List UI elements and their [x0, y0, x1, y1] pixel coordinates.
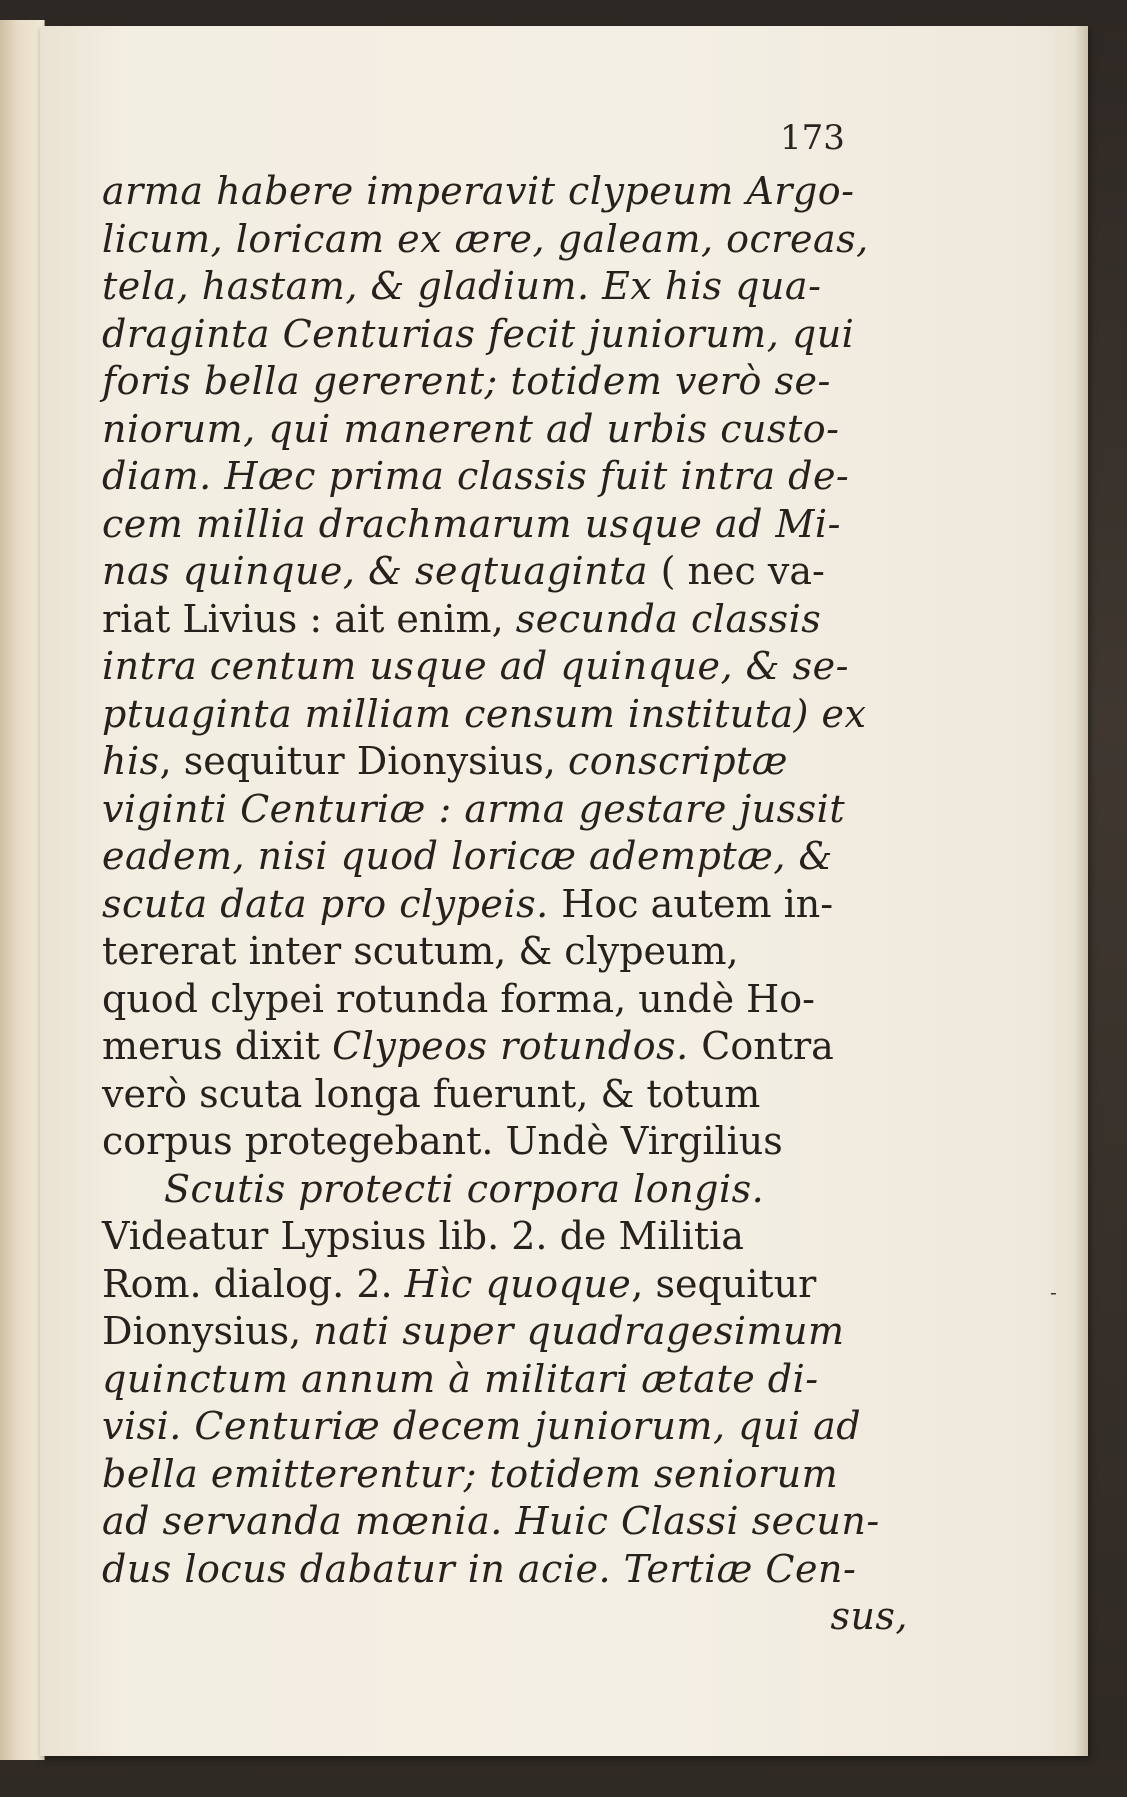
text-segment: draginta Centurias fecit juniorum, qui [102, 311, 855, 356]
text-segment: Scutis protecti corpora longis. [164, 1166, 765, 1211]
text-segment: Hìc quoque [404, 1261, 632, 1306]
text-segment: nas quinque, & seqtuaginta [102, 549, 661, 593]
text-line [102, 168, 914, 216]
text-line [102, 311, 914, 359]
facing-page-edge [0, 20, 45, 1760]
text-line [102, 1356, 914, 1404]
book-page [40, 26, 1088, 1756]
text-segment: corpus protegebant. Undè Virgilius [102, 1119, 783, 1163]
text-segment: secunda classis [515, 596, 822, 641]
text-line [102, 501, 914, 549]
page-number: 173 [780, 118, 845, 158]
text-line [102, 643, 914, 691]
text-segment: ) ex [793, 691, 867, 736]
text-segment: cem millia drachmarum usque ad Mi- [102, 501, 841, 546]
text-line [102, 1308, 914, 1356]
text-segment: Rom. dialog. 2. [102, 1261, 405, 1306]
text-segment: dus locus dabatur in acie. Tertiæ Cen- [102, 1546, 857, 1591]
text-segment: tela, hastam, & gladium. Ex his qua- [102, 264, 822, 308]
text-segment: foris bella gererent; totidem verò se- [102, 359, 831, 403]
text-segment: Contra [701, 1024, 834, 1068]
text-line [102, 881, 914, 929]
text-segment: , sequitur Dionysius, [159, 739, 568, 783]
body-text [102, 168, 914, 1641]
text-segment: verò scuta longa fuerunt, & totum [102, 1071, 761, 1116]
text-segment: visi. Centuriæ decem juniorum, qui ad [102, 1404, 862, 1448]
text-segment: eadem, nisi quod loricæ ademptæ, & [102, 834, 833, 878]
text-line [102, 1451, 914, 1499]
text-line [102, 1261, 914, 1309]
text-line [102, 1403, 914, 1451]
text-segment: Dionysius, [102, 1309, 314, 1353]
text-segment: riat Livius : ait enim, [102, 596, 516, 641]
text-segment: , sequitur [631, 1261, 817, 1306]
text-line [102, 691, 914, 739]
text-line [102, 548, 914, 596]
text-line [102, 453, 914, 501]
text-segment: intra centum usque ad quinque, & se- [102, 644, 849, 688]
text-line [102, 928, 914, 976]
text-line [102, 1498, 914, 1546]
margin-mark: - [1050, 1280, 1057, 1304]
text-segment: nati super quadragesimum [313, 1309, 845, 1353]
text-segment: quod clypei rotunda forma, undè Ho- [102, 976, 816, 1021]
text-segment: merus dixit [102, 1024, 333, 1068]
text-segment: Clypeos rotundos. [332, 1024, 702, 1068]
text-line [102, 786, 914, 834]
text-segment: quinctum annum à militari ætate di- [102, 1356, 819, 1401]
text-line [102, 1166, 914, 1214]
text-segment: Hoc autem in- [561, 881, 834, 926]
text-line [102, 216, 914, 264]
text-segment: ( nec va- [660, 549, 825, 593]
text-line [102, 1118, 914, 1166]
text-segment: ad servanda mœnia. Huic Classi secun- [102, 1499, 880, 1543]
text-line [102, 1593, 914, 1641]
text-line [102, 833, 914, 881]
text-line [102, 1023, 914, 1071]
text-segment: arma habere imperavit clypeum Argo- [102, 169, 855, 213]
text-line [102, 596, 914, 644]
text-line [102, 1546, 914, 1594]
text-segment: tererat inter scutum, & clypeum, [102, 929, 739, 973]
text-line [102, 1213, 914, 1261]
text-segment: bella emitterentur; totidem seniorum [102, 1451, 839, 1496]
text-segment: niorum, qui manerent ad urbis custo- [102, 406, 840, 451]
page-edge-shadow [1074, 26, 1088, 1756]
text-segment: conscriptæ [567, 739, 789, 783]
text-segment: scuta data pro clypeis. [102, 881, 562, 926]
text-line [102, 1071, 914, 1119]
text-line [102, 263, 914, 311]
text-segment: his [102, 739, 160, 783]
text-segment: licum, loricam ex ære, galeam, ocreas, [102, 216, 869, 261]
text-segment: viginti Centuriæ : arma gestare jussit [102, 786, 846, 831]
text-segment: diam. Hæc prima classis fuit intra de- [102, 454, 850, 498]
text-segment: Videatur Lypsius lib. 2. de Militia [102, 1214, 744, 1258]
text-segment: ptuaginta milliam censum instituta [102, 691, 794, 736]
text-line [102, 738, 914, 786]
text-line [102, 976, 914, 1024]
text-line [102, 358, 914, 406]
text-segment: sus, [830, 1594, 908, 1638]
text-line [102, 406, 914, 454]
